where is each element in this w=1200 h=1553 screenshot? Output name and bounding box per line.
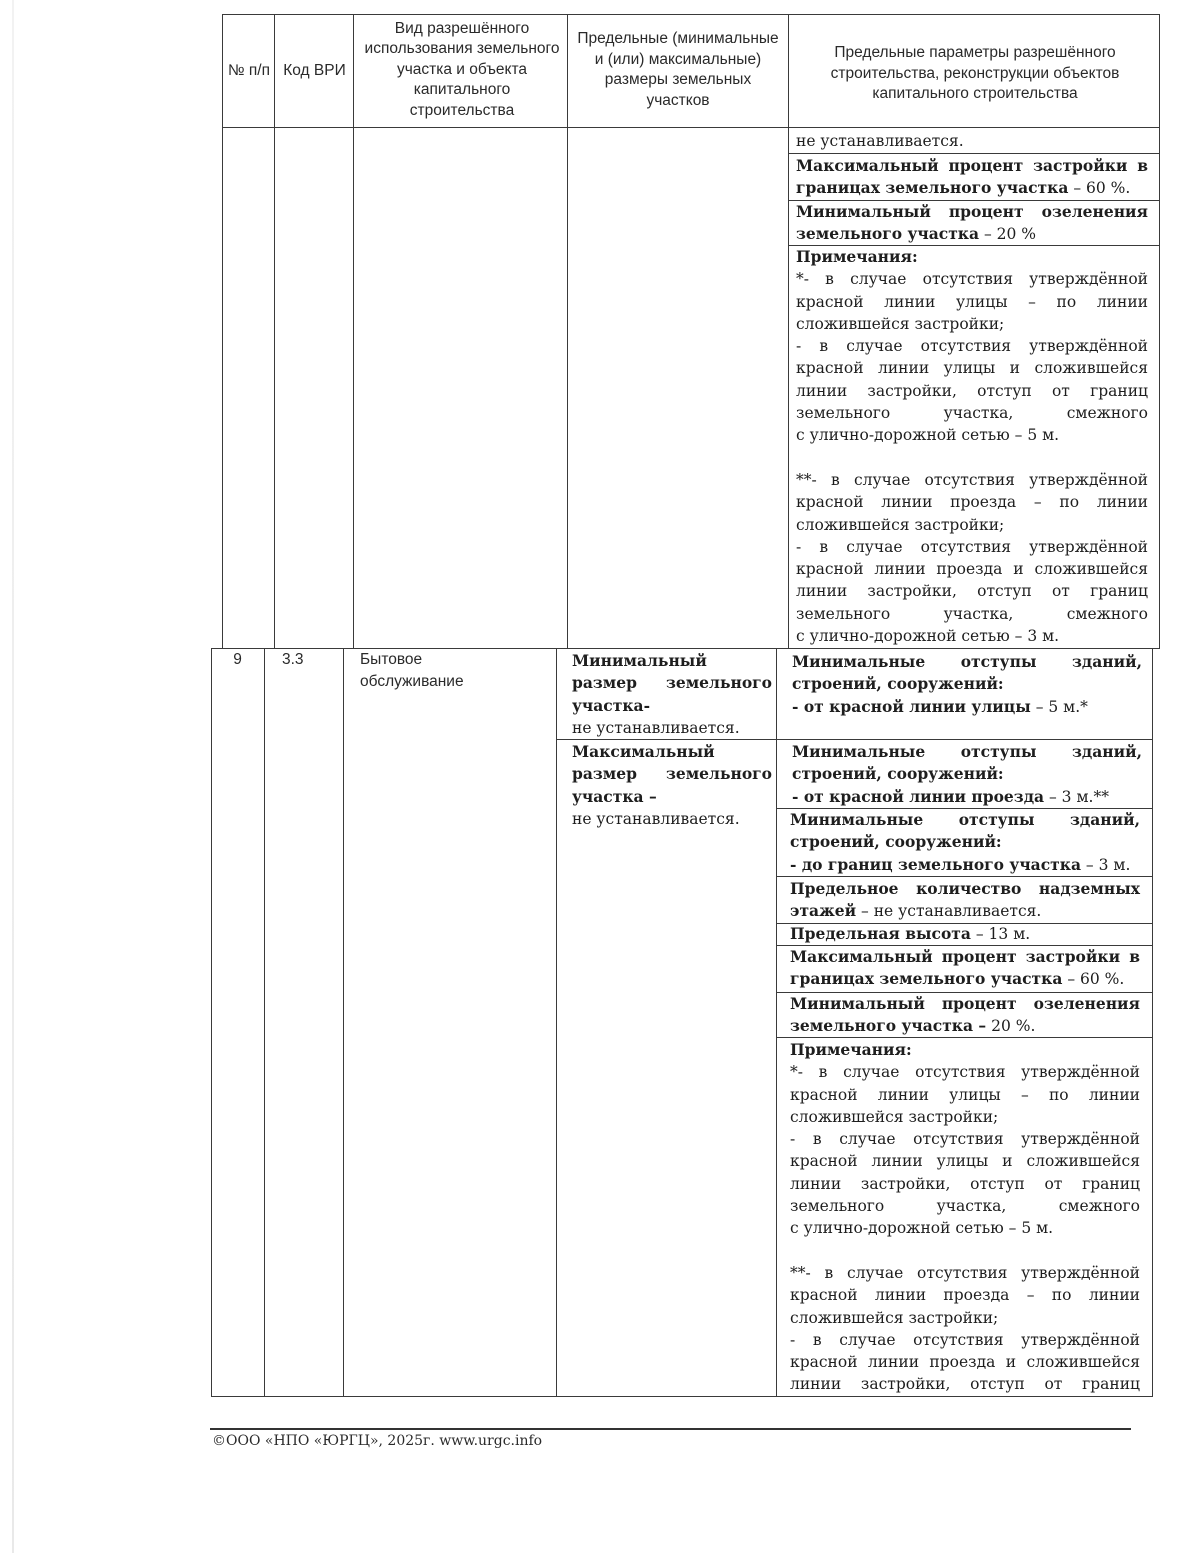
row9-use: [360, 649, 490, 693]
row9-green-value: 20 %.: [986, 1017, 1036, 1036]
prev-note-street-1: *- в случае отсутствия утверждённой красной линии улицы – по линии сложившейся застройки;: [796, 270, 1148, 333]
row9-setback-pass-label: - от красной линии проезда: [792, 786, 1045, 806]
prev-notes-title: [796, 246, 1148, 268]
row9-min-size-value: не устанавливается.: [572, 718, 740, 737]
row9-setback-street-head: [792, 651, 1142, 696]
prev-green-label: Минимальный процент озеленения земельного участка: [796, 202, 1148, 244]
row9-coverage: [790, 946, 1140, 991]
row9-min-size-label: [572, 650, 772, 717]
row9-floors: [790, 878, 1140, 923]
header-params: [795, 22, 1155, 126]
row9-green-label: Минимальный процент озеленения земельного участка –: [790, 994, 1140, 1036]
prev-cont-cell: [796, 130, 1148, 152]
row9-setback-street-cell: [792, 651, 1142, 718]
row9-num-text: 9: [233, 651, 242, 668]
prev-green-value: – 20 %: [979, 225, 1037, 244]
row9-setback-street-label: - от красной линии улицы: [792, 696, 1031, 716]
row9-setback-pass-value: – 3 м.**: [1044, 787, 1109, 806]
row9-coverage-value: – 60 %.: [1062, 970, 1125, 989]
footer-rule: [210, 1428, 1131, 1430]
footer-copyright: ©ООО «НПО «ЮРГЦ», 2025г. www.urgc.info: [212, 1433, 543, 1449]
row9-setback-pass-head-text: Минимальные отступы зданий, строений, сооружений:: [792, 742, 1142, 784]
prev-note-street-3: с улично-дорожной сетью – 5 м.: [796, 426, 1060, 445]
prev-coverage-text: [796, 155, 1148, 200]
row9-max-size-value: не устанавливается.: [572, 809, 740, 828]
prev-notes-title-text: Примечания:: [796, 247, 918, 266]
row9-note-street-3: с улично-дорожной сетью – 5 м.: [790, 1219, 1054, 1238]
row9-setback-border-label: - до границ земельного участка: [790, 854, 1081, 874]
prev-green-text: [796, 201, 1148, 246]
row9-max-size-cell: [572, 741, 772, 830]
prev-note-street-2: - в случае отсутствия утверждённой красной линии улицы и сложившейся линии застройки, отступ от границ земельного участка, смежного: [796, 337, 1148, 423]
row9-setback-street-value: – 5 м.*: [1030, 697, 1088, 716]
row9-max-size-label: [572, 741, 772, 808]
row9-setback-border-value: – 3 м.: [1081, 855, 1131, 874]
row9-floors-label: Предельное количество надземных этажей: [790, 879, 1140, 921]
row9-setback-border-head: [790, 809, 1140, 854]
row9-note-pass-2: - в случае отсутствия утверждённой красной линии проезда и сложившейся линии застройки, отступ от границ: [790, 1330, 1140, 1394]
row9-floors-cell: [790, 878, 1140, 923]
row9-height: [790, 923, 1140, 945]
prev-notes-cell: [796, 246, 1148, 647]
row9-coverage-cell: [790, 946, 1140, 991]
row9-setback-street-head-text: Минимальные отступы зданий, строений, сооружений:: [792, 652, 1142, 694]
row9-green-cell: [790, 993, 1140, 1038]
row9-min-size-label-text: Минимальный размер земельного участка-: [572, 651, 772, 715]
row9-height-value: – 13 м.: [970, 925, 1031, 943]
row9-notes-cell: [790, 1039, 1140, 1396]
header-use: [360, 14, 564, 126]
row9-note-pass-1: **- в случае отсутствия утверждённой красной линии проезда – по линии сложившейся застройки;: [790, 1263, 1140, 1327]
row9-setback-border: [790, 854, 1140, 876]
header-code: [278, 16, 351, 126]
prev-cont-text: не устанавливается.: [796, 132, 964, 150]
prev-green-cell: [796, 201, 1148, 246]
header-num-text: № п/п: [227, 61, 271, 79]
row9-setback-pass: [792, 786, 1142, 808]
header-code-text: Код ВРИ: [283, 61, 346, 79]
row9-note-street-2: - в случае отсутствия утверждённой красной линии улицы и сложившейся линии застройки, отступ от границ земельного участка, смежного: [790, 1130, 1140, 1216]
row9-coverage-label: Максимальный процент застройки в границах земельного участка: [790, 947, 1140, 989]
header-sizes-text: Предельные (минимальные и (или) максимальные) размеры земельных участков: [577, 30, 779, 109]
prev-note-pass-3: с улично-дорожной сетью – 3 м.: [796, 627, 1060, 646]
row9-setback-border-cell: [790, 809, 1140, 876]
prev-coverage-label: Максимальный процент застройки в границах земельного участка: [796, 156, 1148, 198]
row9-setback-border-head-text: Минимальные отступы зданий, строений, сооружений:: [790, 810, 1140, 852]
row9-floors-value: – не устанавливается.: [856, 902, 1042, 921]
row9-green: [790, 993, 1140, 1038]
row9-notes-title: [790, 1039, 1140, 1061]
row9-height-cell: [790, 923, 1140, 945]
header-params-text: Предельные параметры разрешённого строительства, реконструкции объектов капитального строительства: [830, 44, 1120, 103]
row9-note-street-1: *- в случае отсутствия утверждённой красной линии улицы – по линии сложившейся застройки;: [790, 1063, 1140, 1126]
prev-note-pass-2: - в случае отсутствия утверждённой красной линии проезда и сложившейся линии застройки, отступ от границ земельного участка, смежного: [796, 537, 1148, 623]
scan-edge: [12, 0, 14, 1553]
row9-height-label: Предельная высота: [790, 924, 971, 943]
header-num: [226, 16, 272, 126]
row9-setback-pass-head: [792, 741, 1142, 786]
row9-max-size-label-text: Максимальный размер земельного участка –: [572, 742, 772, 806]
row9-setback-street: [792, 696, 1142, 718]
header-sizes: [577, 14, 779, 126]
row9-use-text: Бытовое обслуживание: [360, 651, 464, 690]
prev-coverage-value: – 60 %.: [1068, 179, 1131, 198]
spacer: [790, 1240, 1140, 1262]
row9-min-size-cell: [572, 650, 772, 739]
row9-code: [282, 649, 342, 671]
spacer: [796, 447, 1148, 469]
row9-num: [211, 649, 264, 671]
prev-note-pass-1: **- в случае отсутствия утверждённой красной линии проезда – по линии сложившейся застройки;: [796, 470, 1148, 534]
row9-notes-title-text: Примечания:: [790, 1040, 912, 1059]
header-use-text: Вид разрешённого использования земельного участка и объекта капитального строительства: [364, 19, 560, 119]
row9-setback-pass-cell: [792, 741, 1142, 808]
row9-code-text: 3.3: [282, 651, 304, 668]
prev-coverage-cell: [796, 155, 1148, 200]
